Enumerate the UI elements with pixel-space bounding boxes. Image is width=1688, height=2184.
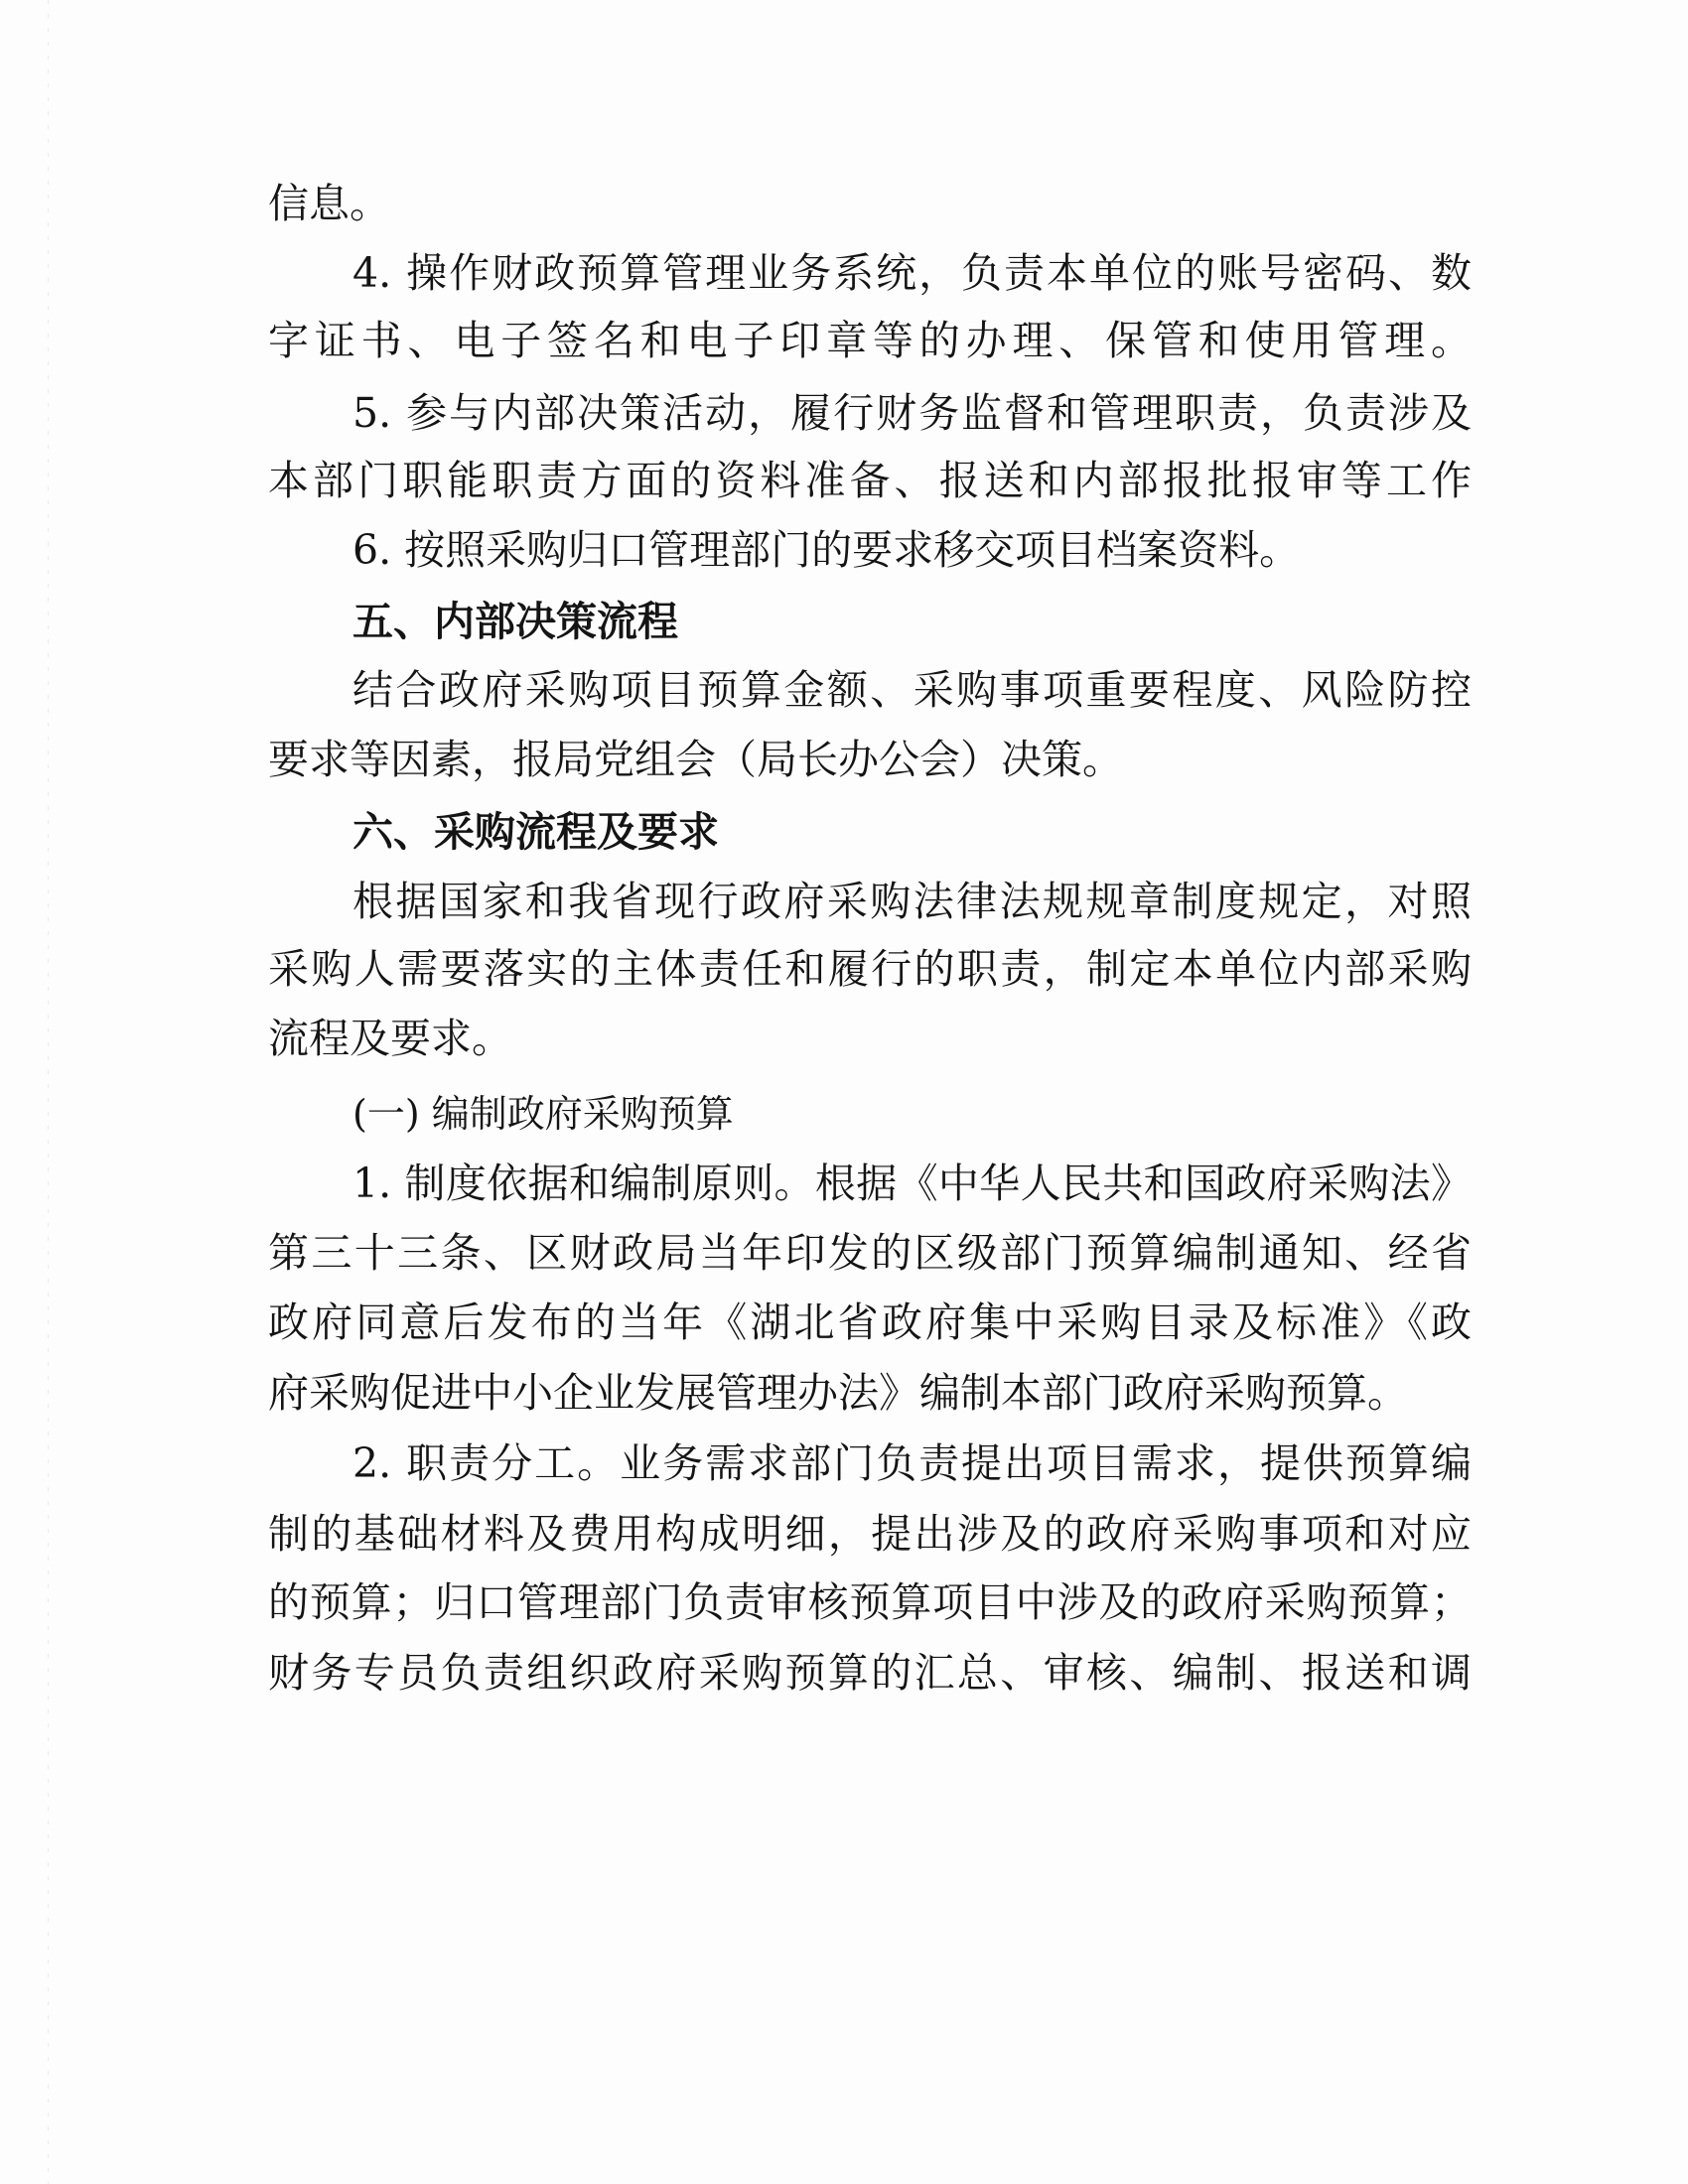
text-line: 6. 按照采购归口管理部门的要求移交项目档案资料。 [352, 526, 1301, 574]
text-line: 政府同意后发布的当年《湖北省政府集中采购目录及标准》《政 [268, 1298, 1472, 1346]
text-line: 府采购促进中小企业发展管理办法》编制本部门政府采购预算。 [268, 1369, 1408, 1417]
text-line: 5. 参与内部决策活动，履行财务监督和管理职责，负责涉及 [352, 389, 1472, 437]
text-line: 要求等因素，报局党组会（局长办公会）决策。 [268, 736, 1123, 783]
text-line: 采购人需要落实的主体责任和履行的职责，制定本单位内部采购 [268, 945, 1472, 993]
text-line: 本部门职能职责方面的资料准备、报送和内部报批报审等工作 [268, 457, 1472, 504]
text-line: 流程及要求。 [268, 1015, 512, 1062]
text-line: 根据国家和我省现行政府采购法律法规规章制度规定，对照 [352, 878, 1472, 925]
text-line: 信息。 [268, 180, 390, 227]
section-heading: 六、采购流程及要求 [352, 808, 719, 856]
scan-edge-mark [48, 0, 49, 2184]
text-line: 1. 制度依据和编制原则。根据《中华人民共和国政府采购法》 [352, 1160, 1472, 1207]
text-line: 结合政府采购项目预算金额、采购事项重要程度、风险防控 [352, 666, 1472, 714]
text-line: 财务专员负责组织政府采购预算的汇总、审核、编制、报送和调 [268, 1649, 1472, 1697]
section-heading: 五、内部决策流程 [352, 598, 678, 645]
text-line: 第三十三条、区财政局当年印发的区级部门预算编制通知、经省 [268, 1229, 1472, 1277]
text-line: 字证书、电子签名和电子印章等的办理、保管和使用管理。 [268, 317, 1472, 364]
subsection-heading: (一) 编制政府采购预算 [352, 1092, 734, 1136]
text-line: 2. 职责分工。业务需求部门负责提出项目需求，提供预算编 [352, 1439, 1472, 1487]
text-line: 4. 操作财政预算管理业务系统，负责本单位的账号密码、数 [352, 249, 1472, 297]
text-line: 制的基础材料及费用构成明细，提出涉及的政府采购事项和对应 [268, 1510, 1472, 1558]
text-line: 的预算；归口管理部门负责审核预算项目中涉及的政府采购预算； [268, 1578, 1472, 1626]
